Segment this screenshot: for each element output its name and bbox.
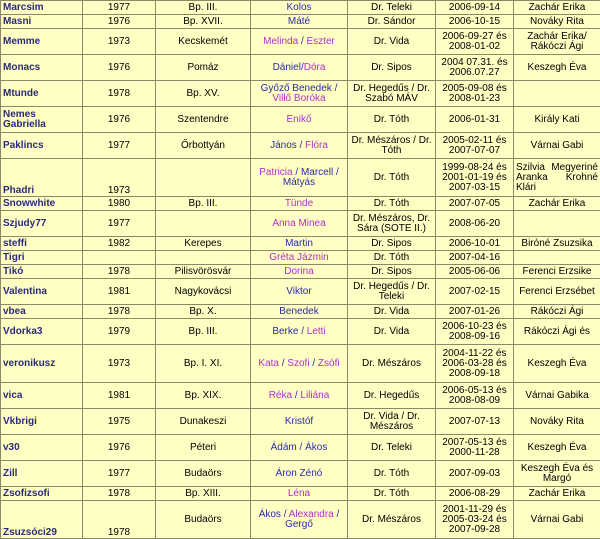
child-name: Kolos	[286, 2, 311, 13]
midwife-cell: Király Kati	[514, 107, 600, 133]
birth-year-cell: 1977	[83, 133, 156, 159]
birth-date-cell: 2007-05-13 és 2000-11-28	[436, 435, 514, 461]
child-name: Melinda	[263, 36, 298, 47]
nickname-cell: Paklincs	[1, 133, 83, 159]
table-row	[1, 487, 600, 501]
birth-year-cell: 1978	[83, 81, 156, 107]
place-cell	[156, 159, 251, 197]
doctor-cell: Dr. Hegedűs / Dr. Teleki	[348, 279, 436, 305]
midwife-cell: Ferenci Erzsébet	[514, 279, 600, 305]
child-name: /	[292, 390, 300, 401]
birth-date-cell: 2006-08-29	[436, 487, 514, 501]
child-name: Anna Minea	[272, 218, 325, 229]
child-name: Léna	[288, 488, 310, 499]
midwife-cell	[514, 211, 600, 237]
birth-year-cell: 1973	[83, 29, 156, 55]
place-cell	[156, 211, 251, 237]
child-name: Máté	[288, 16, 310, 27]
child-name: Gréta Jázmin	[269, 252, 328, 263]
birth-year-cell: 1978	[83, 487, 156, 501]
children-cell	[251, 237, 348, 251]
table-row	[1, 501, 600, 539]
birth-date-cell: 2007-07-05	[436, 197, 514, 211]
children-cell	[251, 383, 348, 409]
place-cell: Bp. X.	[156, 305, 251, 319]
child-name: Ákos	[259, 509, 281, 520]
midwife-cell: Várnai Gabika	[514, 383, 600, 409]
birth-date-cell: 2004-11-22 és 2006-03-28 és 2008-09-18	[436, 345, 514, 383]
nickname-cell: Masni	[1, 15, 83, 29]
child-name: Ákos	[305, 442, 327, 453]
children-cell	[251, 211, 348, 237]
children-cell	[251, 305, 348, 319]
child-name: Réka	[269, 390, 292, 401]
birth-date-cell: 2006-09-27 és 2008-01-02	[436, 29, 514, 55]
doctor-cell: Dr. Vida	[348, 305, 436, 319]
nickname-cell: Zsuzsóci29	[1, 501, 83, 539]
child-name: /	[301, 62, 304, 73]
place-cell: Bp. I. XI.	[156, 345, 251, 383]
birth-year-cell	[83, 251, 156, 265]
table-row	[1, 107, 600, 133]
child-name: Tünde	[285, 198, 313, 209]
child-name: /	[334, 509, 340, 520]
birth-year-cell: 1979	[83, 319, 156, 345]
child-name: Berke	[272, 326, 298, 337]
doctor-cell: Dr. Teleki	[348, 1, 436, 15]
child-name: Kata	[258, 358, 279, 369]
table-row	[1, 305, 600, 319]
nickname-cell: Nemes Gabriella	[1, 107, 83, 133]
children-cell	[251, 435, 348, 461]
midwife-cell: Zachár Erika/ Rákóczi Ági	[514, 29, 600, 55]
child-name: /	[281, 509, 289, 520]
birth-year-cell: 1978	[83, 501, 156, 539]
child-name: /	[298, 326, 306, 337]
table-row	[1, 237, 600, 251]
child-name: /	[332, 83, 338, 94]
place-cell: Pilisvörösvár	[156, 265, 251, 279]
table-row	[1, 197, 600, 211]
birth-year-cell: 1977	[83, 211, 156, 237]
nickname-cell: Phadri	[1, 159, 83, 197]
birth-year-cell: 1982	[83, 237, 156, 251]
doctor-cell: Dr. Vida	[348, 319, 436, 345]
midwife-cell: Zachár Erika	[514, 197, 600, 211]
midwife-cell: Zachár Erika	[514, 487, 600, 501]
nickname-cell: Szjudy77	[1, 211, 83, 237]
place-cell: Budaörs	[156, 501, 251, 539]
place-cell: Bp. III.	[156, 319, 251, 345]
doctor-cell: Dr. Hegedűs	[348, 383, 436, 409]
nickname-cell: steffi	[1, 237, 83, 251]
nickname-cell: Mtunde	[1, 81, 83, 107]
doctor-cell: Dr. Sipos	[348, 55, 436, 81]
midwife-cell: Nováky Rita	[514, 409, 600, 435]
child-name: /	[298, 36, 306, 47]
doctor-cell: Dr. Mészáros / Dr. Tóth	[348, 133, 436, 159]
child-name: Dóra	[304, 62, 326, 73]
birth-date-cell: 2007-07-13	[436, 409, 514, 435]
children-cell	[251, 133, 348, 159]
birth-date-cell: 2006-10-15	[436, 15, 514, 29]
midwife-cell: Várnai Gabi	[514, 133, 600, 159]
child-name: Zsófi	[318, 358, 340, 369]
birth-year-cell: 1977	[83, 1, 156, 15]
child-name: /	[279, 358, 287, 369]
nickname-cell: Zsofizsofi	[1, 487, 83, 501]
birth-year-cell: 1977	[83, 461, 156, 487]
nickname-cell: Valentina	[1, 279, 83, 305]
child-name: Kristóf	[285, 416, 313, 427]
children-cell	[251, 501, 348, 539]
birth-date-cell: 2005-09-08 és 2008-01-23	[436, 81, 514, 107]
midwife-cell: Keszegh Éva	[514, 435, 600, 461]
doctor-cell: Dr. Tóth	[348, 461, 436, 487]
children-cell	[251, 159, 348, 197]
birth-year-cell: 1978	[83, 305, 156, 319]
birth-year-cell: 1976	[83, 107, 156, 133]
midwife-cell: Ferenci Erzsike	[514, 265, 600, 279]
birth-date-cell: 2001-11-29 és 2005-03-24 és 2007-09-28	[436, 501, 514, 539]
place-cell: Bp. XIX.	[156, 383, 251, 409]
child-name: Patricia	[259, 167, 292, 178]
midwife-cell: Keszegh Éva	[514, 55, 600, 81]
midwife-cell	[514, 81, 600, 107]
table-row	[1, 81, 600, 107]
birth-date-cell: 2007-09-03	[436, 461, 514, 487]
child-name: Gergő	[285, 519, 313, 530]
child-name: Benedek	[279, 306, 318, 317]
place-cell: Pomáz	[156, 55, 251, 81]
doctor-cell: Dr. Mészáros, Dr. Sára (SOTE II.)	[348, 211, 436, 237]
child-name: Viktor	[286, 286, 311, 297]
midwife-cell: Zachár Erika	[514, 1, 600, 15]
child-name: János	[270, 140, 297, 151]
table-body	[1, 1, 600, 539]
child-name: Flóra	[305, 140, 328, 151]
child-name: Áron Zénó	[276, 468, 323, 479]
table-row	[1, 461, 600, 487]
birth-date-cell: 1999-08-24 és 2001-01-19 és 2007-03-15	[436, 159, 514, 197]
child-name: /	[293, 167, 301, 178]
children-cell	[251, 29, 348, 55]
birth-date-cell: 2005-02-11 és 2007-07-07	[436, 133, 514, 159]
birth-date-cell: 2007-01-26	[436, 305, 514, 319]
children-cell	[251, 81, 348, 107]
doctor-cell: Dr. Sipos	[348, 265, 436, 279]
place-cell: Bp. XV.	[156, 81, 251, 107]
children-cell	[251, 251, 348, 265]
birth-year-cell: 1976	[83, 15, 156, 29]
children-cell	[251, 319, 348, 345]
birth-year-cell: 1981	[83, 383, 156, 409]
child-name: Marcell	[301, 167, 333, 178]
table-row	[1, 159, 600, 197]
children-cell	[251, 107, 348, 133]
table-row	[1, 435, 600, 461]
birth-year-cell: 1981	[83, 279, 156, 305]
doctor-cell: Dr. Tóth	[348, 197, 436, 211]
midwife-cell	[514, 251, 600, 265]
birth-date-cell: 2006-01-31	[436, 107, 514, 133]
table-row	[1, 251, 600, 265]
birth-year-cell: 1973	[83, 345, 156, 383]
child-name: /	[297, 140, 305, 151]
birth-year-cell: 1976	[83, 435, 156, 461]
table-row	[1, 345, 600, 383]
birth-year-cell: 1973	[83, 159, 156, 197]
children-cell	[251, 461, 348, 487]
nickname-cell: Zill	[1, 461, 83, 487]
birth-year-cell: 1980	[83, 197, 156, 211]
place-cell: Bp. III.	[156, 1, 251, 15]
nickname-cell: Memme	[1, 29, 83, 55]
child-name: Villő Boróka	[272, 93, 325, 104]
doctor-cell: Dr. Tóth	[348, 159, 436, 197]
doctor-cell: Dr. Tóth	[348, 251, 436, 265]
birth-date-cell: 2005-06-06	[436, 265, 514, 279]
midwife-cell: Keszegh Éva és Margó	[514, 461, 600, 487]
doctor-cell: Dr. Sándor	[348, 15, 436, 29]
table-row	[1, 265, 600, 279]
birth-year-cell: 1978	[83, 265, 156, 279]
table-row	[1, 1, 600, 15]
children-cell	[251, 15, 348, 29]
place-cell: Budaörs	[156, 461, 251, 487]
midwife-cell: Keszegh Éva	[514, 345, 600, 383]
child-name: Szofi	[287, 358, 309, 369]
doctor-cell: Dr. Teleki	[348, 435, 436, 461]
doctor-cell: Dr. Tóth	[348, 107, 436, 133]
child-name: Liliána	[300, 390, 329, 401]
table-row	[1, 319, 600, 345]
child-name: Eszter	[307, 36, 335, 47]
birth-date-cell: 2006-10-23 és 2008-09-16	[436, 319, 514, 345]
midwife-cell: Rákóczi Ági és	[514, 319, 600, 345]
table-row	[1, 29, 600, 55]
table-row	[1, 279, 600, 305]
children-cell	[251, 409, 348, 435]
place-cell: Kerepes	[156, 237, 251, 251]
midwife-cell: Várnai Gabi	[514, 501, 600, 539]
children-cell	[251, 1, 348, 15]
nickname-cell: veronikusz	[1, 345, 83, 383]
child-name: /	[297, 442, 305, 453]
place-cell: Őrbottyán	[156, 133, 251, 159]
birth-date-cell: 2007-04-16	[436, 251, 514, 265]
table-row	[1, 55, 600, 81]
children-cell	[251, 55, 348, 81]
children-cell	[251, 197, 348, 211]
place-cell	[156, 251, 251, 265]
place-cell: Kecskemét	[156, 29, 251, 55]
child-name: Ádám	[271, 442, 297, 453]
place-cell: Bp. XIII.	[156, 487, 251, 501]
place-cell: Péteri	[156, 435, 251, 461]
doctor-cell: Dr. Vida / Dr. Mészáros	[348, 409, 436, 435]
birth-year-cell: 1976	[83, 55, 156, 81]
child-name: Győző Benedek	[261, 83, 332, 94]
place-cell: Bp. XVII.	[156, 15, 251, 29]
birth-date-cell: 2006-09-14	[436, 1, 514, 15]
birth-date-cell: 2007-02-15	[436, 279, 514, 305]
children-cell	[251, 487, 348, 501]
child-name: Mátyás	[283, 177, 315, 188]
birth-date-cell: 2006-10-01	[436, 237, 514, 251]
nickname-cell: vica	[1, 383, 83, 409]
table-row	[1, 383, 600, 409]
nickname-cell: Marcsim	[1, 1, 83, 15]
children-cell	[251, 279, 348, 305]
midwife-cell: Rákóczi Ági	[514, 305, 600, 319]
children-cell	[251, 345, 348, 383]
child-name: /	[310, 358, 318, 369]
child-name: Martin	[285, 238, 313, 249]
birth-year-cell: 1975	[83, 409, 156, 435]
doctor-cell: Dr. Sipos	[348, 237, 436, 251]
doctor-cell: Dr. Hegedűs / Dr. Szabó MÁV	[348, 81, 436, 107]
place-cell: Bp. III.	[156, 197, 251, 211]
child-name: Dániel	[273, 62, 301, 73]
birth-date-cell: 2008-06-20	[436, 211, 514, 237]
midwife-cell: Szilvia Megyeriné Aranka Krohné Klári	[514, 159, 600, 197]
doctor-cell: Dr. Mészáros	[348, 345, 436, 383]
nickname-cell: Tigri	[1, 251, 83, 265]
table-row	[1, 133, 600, 159]
nickname-cell: vbea	[1, 305, 83, 319]
nickname-cell: Vdorka3	[1, 319, 83, 345]
birth-date-cell: 2006-05-13 és 2008-08-09	[436, 383, 514, 409]
doctor-cell: Dr. Tóth	[348, 487, 436, 501]
place-cell: Nagykovácsi	[156, 279, 251, 305]
nickname-cell: Vkbrigi	[1, 409, 83, 435]
table-row	[1, 15, 600, 29]
table-row	[1, 409, 600, 435]
birth-date-cell: 2004 07.31. és 2006.07.27	[436, 55, 514, 81]
doctor-cell: Dr. Vida	[348, 29, 436, 55]
nickname-cell: Tikó	[1, 265, 83, 279]
child-name: /	[333, 167, 339, 178]
children-cell	[251, 265, 348, 279]
place-cell: Szentendre	[156, 107, 251, 133]
nickname-cell: v30	[1, 435, 83, 461]
nickname-cell: Monacs	[1, 55, 83, 81]
doctor-cell: Dr. Mészáros	[348, 501, 436, 539]
child-name: Alexandra	[289, 509, 334, 520]
table-row	[1, 211, 600, 237]
nickname-cell: Snowwhite	[1, 197, 83, 211]
child-name: Enikő	[286, 114, 311, 125]
place-cell: Dunakeszi	[156, 409, 251, 435]
child-name: Dorina	[284, 266, 313, 277]
midwife-cell: Nováky Rita	[514, 15, 600, 29]
midwife-cell: Biróné Zsuzsika	[514, 237, 600, 251]
child-name: Letti	[307, 326, 326, 337]
